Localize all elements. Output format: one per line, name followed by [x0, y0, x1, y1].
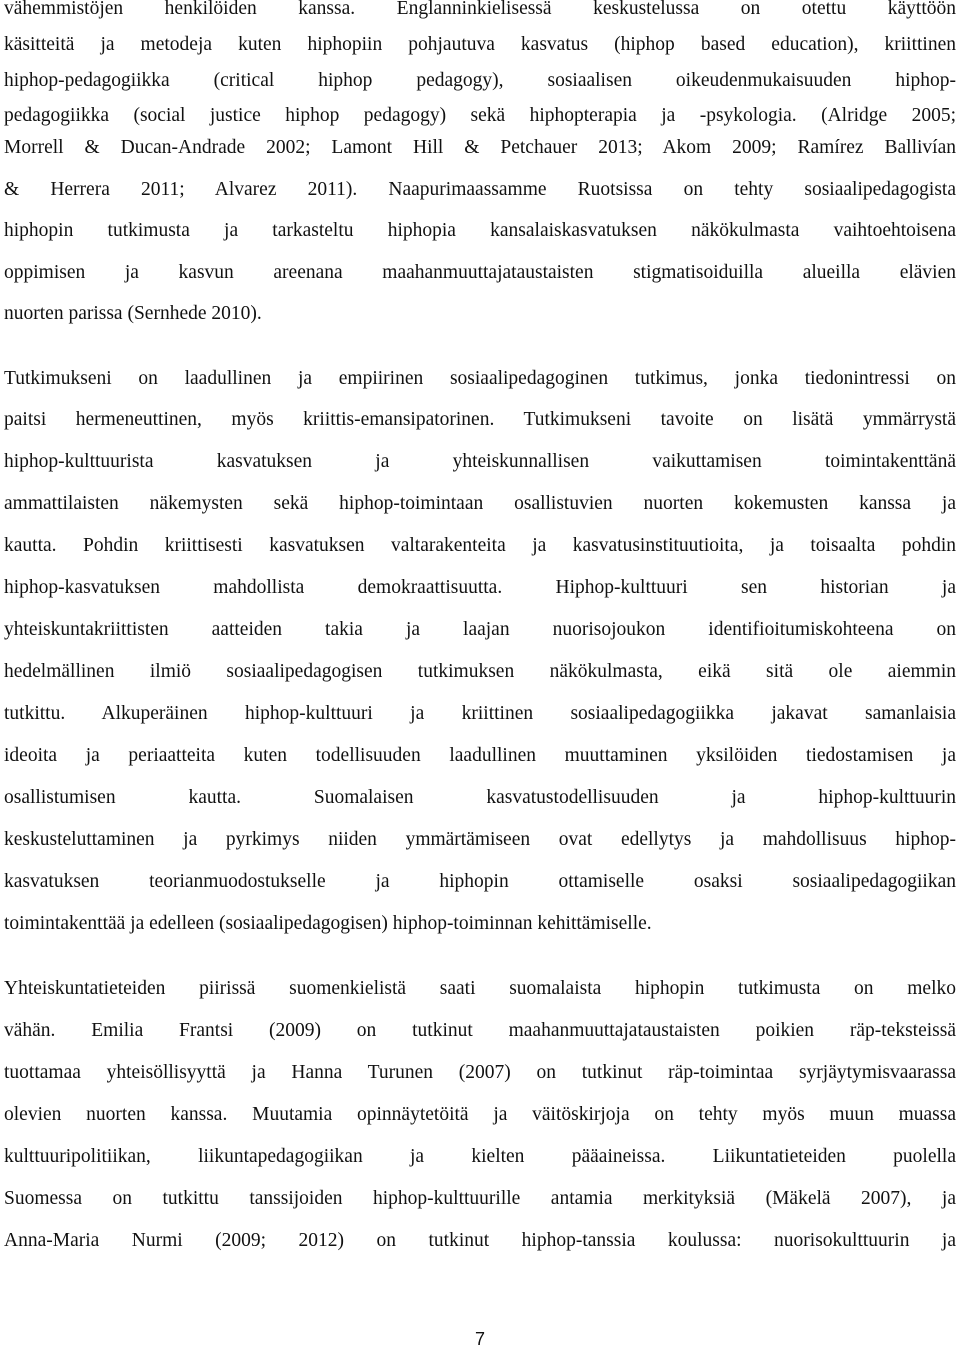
page-number: 7	[474, 1329, 485, 1349]
text-line: kasvatuksen teorianmuodostukselle ja hiphopin ottamiselle osaksi sosiaalipedagogiikan	[4, 871, 956, 892]
text-line: hedelmällinen ilmiö sosiaalipedagogisen tutkimuksen näkökulmasta, eikä sitä ole aiemmin	[4, 661, 956, 682]
text-line: toimintakenttää ja edelleen (sosiaalipedagogisen) hiphop-toiminnan kehittämiselle.	[4, 913, 652, 934]
text-line: tutkittu. Alkuperäinen hiphop-kulttuuri ja kriittinen sosiaalipedagogiikka jakavat samanlaisia	[4, 703, 956, 724]
text-line: osallistumisen kautta. Suomalaisen kasvatustodellisuuden ja hiphop-kulttuurin	[4, 787, 956, 808]
text-line: kautta. Pohdin kriittisesti kasvatuksen valtarakenteita ja kasvatusinstituutioita, ja toisaalta pohdin	[4, 535, 956, 556]
text-line: Suomessa on tutkittu tanssijoiden hiphop-kulttuurille antamia merkityksiä (Mäkelä 2007), ja	[4, 1188, 956, 1209]
text-line: Anna-Maria Nurmi (2009; 2012) on tutkinut hiphop-tanssia koulussa: nuorisokulttuurin ja	[4, 1230, 956, 1251]
text-line: Morrell & Ducan-Andrade 2002; Lamont Hill & Petchauer 2013; Akom 2009; Ramírez Ballivían	[4, 137, 956, 158]
text-line: olevien nuorten kanssa. Muutamia opinnäytetöitä ja väitöskirjoja on tehty myös muun muassa	[4, 1104, 956, 1125]
text-line: Yhteiskuntatieteiden piirissä suomenkielistä saati suomalaista hiphopin tutkimusta on melko	[4, 978, 956, 999]
text-line: tuottamaa yhteisöllisyyttä ja Hanna Turunen (2007) on tutkinut räp-toimintaa syrjäytymisvaarassa	[4, 1062, 956, 1083]
text-line: kulttuuripolitiikan, liikuntapedagogiikan ja kielten pääaineissa. Liikuntatieteiden puolella	[4, 1146, 956, 1167]
text-line: Tutkimukseni on laadullinen ja empiirinen sosiaalipedagoginen tutkimus, jonka tiedonintressi on	[4, 368, 956, 389]
text-line: oppimisen ja kasvun areenana maahanmuuttajataustaisten stigmatisoiduilla alueilla elävien	[4, 262, 956, 283]
text-line: vähemmistöjen henkilöiden kanssa. Englanninkielisessä keskustelussa on otettu käyttöön	[4, 0, 956, 19]
text-line: ideoita ja periaatteita kuten todellisuuden laadullinen muuttaminen yksilöiden tiedostamisen ja	[4, 745, 956, 766]
text-line: & Herrera 2011; Alvarez 2011). Naapurimaassamme Ruotsissa on tehty sosiaalipedagogista	[4, 179, 956, 200]
text-line: ammattilaisten näkemysten sekä hiphop-toimintaan osallistuvien nuorten kokemusten kanssa ja	[4, 493, 956, 514]
text-line: hiphop-kulttuurista kasvatuksen ja yhteiskunnallisen vaikuttamisen toimintakenttänä	[4, 451, 956, 472]
text-line: paitsi hermeneuttinen, myös kriittis-emansipatorinen. Tutkimukseni tavoite on lisätä ymmärrystä	[4, 409, 956, 430]
text-line: vähän. Emilia Frantsi (2009) on tutkinut maahanmuuttajataustaisten poikien räp-teksteissä	[4, 1020, 956, 1041]
text-line: hiphop-kasvatuksen mahdollista demokraattisuutta. Hiphop-kulttuuri sen historian ja	[4, 577, 956, 598]
text-line: hiphop-pedagogiikka (critical hiphop pedagogy), sosiaalisen oikeudenmukaisuuden hiphop-	[4, 70, 956, 91]
text-line: yhteiskuntakriittisten aatteiden takia ja laajan nuorisojoukon identifioitumiskohteena on	[4, 619, 956, 640]
text-line: pedagogiikka (social justice hiphop pedagogy) sekä hiphopterapia ja -psykologia. (Alridge 2005;	[4, 105, 956, 126]
text-line: käsitteitä ja metodeja kuten hiphopiin pohjautuva kasvatus (hiphop based education), kriittinen	[4, 34, 956, 55]
text-line: nuorten parissa (Sernhede 2010).	[4, 303, 262, 324]
text-line: keskusteluttaminen ja pyrkimys niiden ymmärtämiseen ovat edellytys ja mahdollisuus hiphop-	[4, 829, 956, 850]
text-line: hiphopin tutkimusta ja tarkasteltu hiphopia kansalaiskasvatuksen näkökulmasta vaihtoehtoisena	[4, 220, 956, 241]
